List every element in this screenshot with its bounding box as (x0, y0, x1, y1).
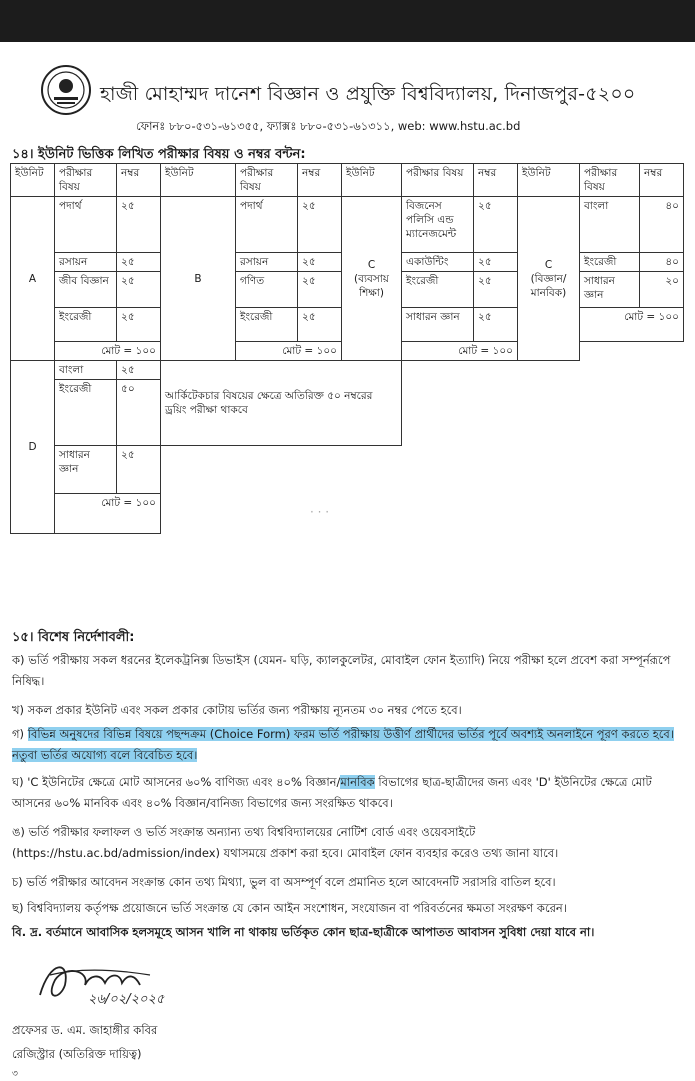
blank-area (161, 446, 402, 534)
header-unit: ইউনিট (518, 164, 580, 197)
unit-b-total: মোট = ১০০ (236, 342, 342, 361)
unit-c-business-label: C (ব্যবসায় শিক্ষা) (342, 197, 402, 361)
unit-c2-marks: ২০ (640, 272, 684, 308)
unit-c2-subject: বাংলা (580, 197, 640, 253)
contact-info: ফোনঃ ৮৮০-৫৩১-৬১৩৫৫, ফ্যাক্সঃ ৮৮০-৫৩১-৬১৩১১, web: www.hstu.ac.bd (136, 119, 521, 133)
scan-mark: · ⋅ · (310, 505, 330, 519)
page-number: ৩ (12, 1069, 18, 1079)
unit-a-subject: জীব বিজ্ঞান (55, 272, 117, 308)
unit-d-subject: বাংলা (55, 361, 117, 380)
unit-a-label: A (11, 197, 55, 361)
header-unit: ইউনিট (342, 164, 402, 197)
unit-b-marks: ২৫ (298, 308, 342, 342)
unit-a-marks: ২৫ (117, 253, 161, 272)
unit-a-subject: ইংরেজী (55, 308, 117, 342)
header-subject: পরীক্ষার বিষয় (236, 164, 298, 197)
unit-b-subject: ইংরেজী (236, 308, 298, 342)
unit-d-subject: সাধারন জ্ঞান (55, 446, 117, 494)
header-unit: ইউনিট (161, 164, 236, 197)
header-marks: নম্বর (474, 164, 518, 197)
unit-c1-subject: ইংরেজী (402, 272, 474, 308)
section-14-title: ১৪। ইউনিট ভিত্তিক লিখিত পরীক্ষার বিষয় ও নম্বর বন্টন: (12, 147, 306, 162)
instruction-uma: ঙ) ভর্তি পরীক্ষার ফলাফল ও ভর্তি সংক্রান্ত অন্যান্য তথ্য বিশ্ববিদ্যালয়ের নোটিশ বোর্ড এবং ওয়েবসাইটে (https://hstu.ac.bd/admission/index) যথাসময়ে প্রকাশ করা হবে। মোবাইল ফোন ব্যবহার করেও তথ্য জানা যাবে। (12, 825, 559, 860)
unit-b-subject: গণিত (236, 272, 298, 308)
unit-c2-marks: ৪০ (640, 253, 684, 272)
unit-a-marks: ২৫ (117, 197, 161, 253)
university-name: হাজী মোহাম্মদ দানেশ বিজ্ঞান ও প্রযুক্তি বিশ্ববিদ্যালয়, দিনাজপুর-৫২০০ (100, 83, 636, 105)
unit-b-subject: পদার্থ (236, 197, 298, 253)
unit-c2-total: মোট = ১০০ (580, 308, 684, 342)
unit-d-total: মোট = ১০০ (55, 494, 161, 534)
unit-b-marks: ২৫ (298, 272, 342, 308)
nota-bene: বি. দ্র. বর্তমানে আবাসিক হলসমূহে আসন খালি না থাকায় ভর্তিকৃত কোন ছাত্র-ছাত্রীকে আপাতত আবাসন সুবিধা দেয়া যাবে না। (12, 925, 595, 939)
unit-c1-marks: ২৫ (474, 253, 518, 272)
unit-c2-marks: ৪০ (640, 197, 684, 253)
instruction-ga: গ) বিভিন্ন অনুষদের বিভিন্ন বিষয়ে পছন্দক্রম (Choice Form) ফরম ভর্তি পরীক্ষায় উত্তীর্ণ প্রার্থীদের ভর্তির পূর্বে অবশ্যই অনলাইনে পূরণ করতে হবে। নতুবা ভর্তির অযোগ্য বলে বিবেচিত হবে। (12, 727, 674, 762)
instruction-cha: চ) ভর্তি পরীক্ষার আবেদন সংক্রান্ত কোন তথ্য মিথ্যা, ভুল বা অসম্পূর্ণ বলে প্রমানিত হলে আবেদনটি সরাসরি বাতিল হবে। (12, 875, 556, 889)
marks-distribution-table (10, 163, 684, 534)
unit-c1-marks: ২৫ (474, 308, 518, 342)
table-row (11, 197, 684, 253)
instruction-ka: ক) ভর্তি পরীক্ষায় সকল ধরনের ইলেকট্রনিক্স ডিভাইস (যেমন- ঘড়ি, ক্যালকুলেটর, মোবাইল ফোন ইত্যাদি) নিয়ে পরীক্ষা হলে প্রবেশ করা সম্পূর্নরূপে নিষিদ্ধ। (12, 653, 671, 688)
section-15-title: ১৫। বিশেষ নির্দেশাবলী: (12, 630, 135, 645)
unit-a-subject: পদার্থ (55, 197, 117, 253)
unit-a-total: মোট = ১০০ (55, 342, 161, 361)
unit-b-label: B (161, 197, 236, 361)
unit-c1-marks: ২৫ (474, 272, 518, 308)
unit-c1-subject: সাধারন জ্ঞান (402, 308, 474, 342)
unit-c1-marks: ২৫ (474, 197, 518, 253)
signer-name: প্রফেসর ড. এম. জাহাঙ্গীর কবির (12, 1023, 158, 1037)
blank-cell (580, 342, 684, 361)
unit-a-marks: ২৫ (117, 272, 161, 308)
top-black-bar (0, 0, 695, 42)
unit-d-marks: ৫০ (117, 380, 161, 446)
unit-b-marks: ২৫ (298, 197, 342, 253)
header-marks: নম্বর (117, 164, 161, 197)
unit-c1-total: মোট = ১০০ (402, 342, 518, 361)
header-marks: নম্বর (640, 164, 684, 197)
unit-a-subject: রসায়ন (55, 253, 117, 272)
unit-c-science-label: C (বিজ্ঞান/ মানবিক) (518, 197, 580, 361)
unit-d-marks: ২৫ (117, 361, 161, 380)
instruction-kha: খ) সকল প্রকার ইউনিট এবং সকল প্রকার কোটায় ভর্তির জন্য পরীক্ষায় ন্যূনতম ৩০ নম্বর পেতে হবে। (12, 703, 462, 717)
unit-a-marks: ২৫ (117, 308, 161, 342)
unit-c1-subject: একাউন্টিং (402, 253, 474, 272)
instruction-chha: ছ) বিশ্ববিদ্যালয় কর্তৃপক্ষ প্রয়োজনে ভর্তি সংক্রান্ত যে কোন আইন সংশোধন, সংযোজন বা পরিবর্তনের ক্ষমতা সংরক্ষণ করেন। (12, 901, 567, 915)
signer-title: রেজিস্ট্রার (অতিরিক্ত দায়িত্ব) (12, 1047, 142, 1061)
unit-d-marks: ২৫ (117, 446, 161, 494)
unit-b-marks: ২৫ (298, 253, 342, 272)
unit-d-subject: ইংরেজী (55, 380, 117, 446)
header-unit: ইউনিট (11, 164, 55, 197)
table-row (11, 361, 684, 380)
blank-area (402, 361, 684, 534)
university-logo-icon (40, 64, 92, 116)
header-marks: নম্বর (298, 164, 342, 197)
unit-c2-subject: ইংরেজী (580, 253, 640, 272)
highlighted-text: মানবিক (340, 775, 375, 789)
unit-b-subject: রসায়ন (236, 253, 298, 272)
header-subject: পরীক্ষার বিষয় (55, 164, 117, 197)
table-header-row (11, 164, 684, 197)
header-subject: পরীক্ষার বিষয় (580, 164, 640, 197)
architecture-note: আর্কিটেকচার বিষয়ের ক্ষেত্রে অতিরিক্ত ৫০ নম্বরের ড্রয়িং পরীক্ষা থাকবে (161, 361, 402, 446)
instruction-gha: ঘ) 'C ইউনিটের ক্ষেত্রে মোট আসনের ৬০% বাণিজ্য এবং ৪০% বিজ্ঞান/মানবিক বিভাগের ছাত্র-ছাত্রীদের জন্য এবং 'D' ইউনিটের ক্ষেত্রে মোট আসনের ৬০% মানবিক এবং ৪০% বিজ্ঞান/বানিজ্য বিভাগের জন্য সংরক্ষিত থাকবে। (12, 775, 652, 810)
unit-d-label: D (11, 361, 55, 534)
unit-c2-subject: সাধারন জ্ঞান (580, 272, 640, 308)
unit-c1-subject: বিজনেস পলিসি এন্ড ম্যানেজমেন্ট (402, 197, 474, 253)
signature-date: ২৬/০২/২০২৫ (88, 992, 165, 1007)
highlighted-text: বিভিন্ন অনুষদের বিভিন্ন বিষয়ে পছন্দক্রম (Choice Form) ফরম ভর্তি পরীক্ষায় উত্তীর্ণ প্রার্থীদের ভর্তির পূর্বে অবশ্যই অনলাইনে পূরণ করতে হবে। নতুবা ভর্তির অযোগ্য বলে বিবেচিত হবে। (12, 727, 674, 762)
header-subject: পরীক্ষার বিষয় (402, 164, 474, 197)
